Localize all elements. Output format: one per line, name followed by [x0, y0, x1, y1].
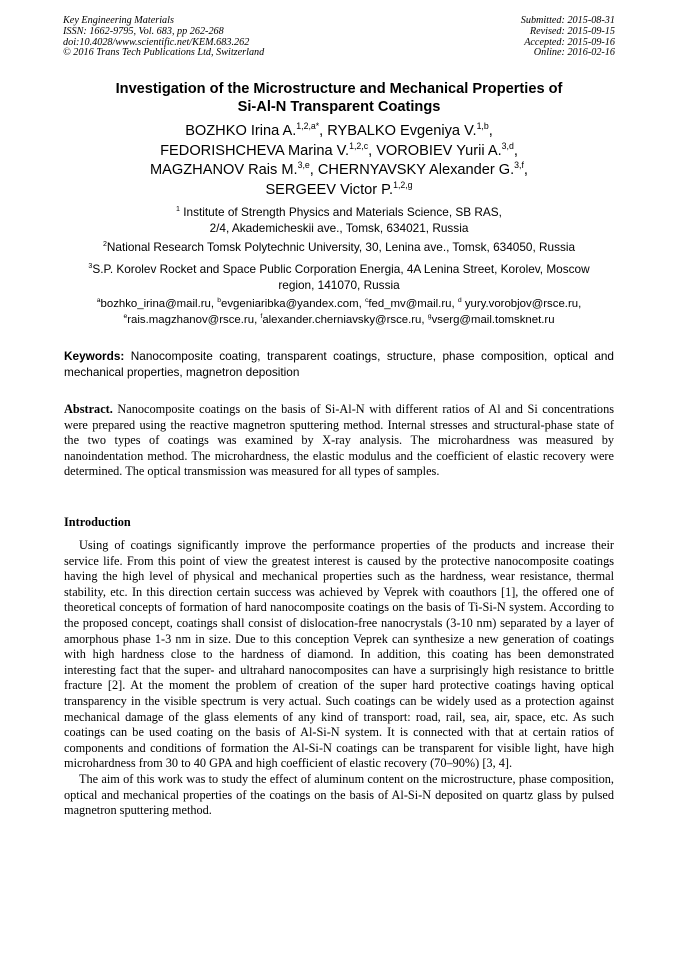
author-name: BOZHKO Irina A. [185, 123, 297, 139]
journal-header-right [521, 16, 615, 59]
email-link[interactable]: vserg@mail.tomsknet.ru [431, 313, 555, 326]
affiliation-line: National Research Tomsk Polytechnic University, 30, Lenina ave., Tomsk, 634050, Russia [106, 240, 576, 254]
author-name: SERGEEV Victor P. [265, 181, 394, 198]
title-line-1: Investigation of the Microstructure and Mechanical Properties of [115, 81, 563, 97]
email-link[interactable]: alexander.cherniavsky@rsce.ru [262, 313, 422, 326]
email-sup: c [364, 297, 369, 305]
email-sup: b [217, 297, 222, 305]
affiliation-line: Institute of Strength Physics and Materials Science, SB RAS, [183, 205, 502, 219]
doi-line[interactable]: doi:10.4028/www.scientific.net/KEM.683.262 [63, 36, 250, 48]
email-list: $^a$bozhko_irina@mail.ru, $^b$evgeniaribka@yandex.com, $^c$fed_mv@mail.ru, $^d$ yury.vorobjov@rsce.ru, $^e$rais.magzhanov@rsce.ru, $^f$alexander.cherniavsky@rsce.ru, $^g$vserg@mail.tomsknet.ru [96, 297, 582, 326]
author-sup: 3,d [501, 140, 514, 151]
author-name: VOROBIEV Yurii A. [376, 142, 502, 159]
keywords-section [64, 349, 614, 380]
affiliation-1 [60, 205, 618, 236]
author-sup: 1,b [476, 121, 489, 132]
affiliation-line: 2/4, Akademicheskii ave., Tomsk, 634021, Russia [209, 220, 469, 235]
email-sup: f [260, 312, 263, 320]
online-date: Online: 2016-02-16 [533, 47, 615, 59]
email-sup: a [96, 297, 101, 305]
author-name: CHERNYAVSKY Alexander G. [317, 162, 515, 178]
email-sup: e [123, 312, 128, 320]
author-sup: 1,2,g [393, 179, 413, 190]
paper-title [60, 80, 618, 116]
paragraph: The aim of this work was to study the effect of aluminum content on the microstructure, phase composition, optical and mechanical properties of the coatings on the basis of Al-Si-N deposited on quartz glass by pulsed magnetron sputtering method. [64, 771, 614, 818]
paragraph: Using of coatings significantly improve the performance properties of the products and increase their service life. From this point of view the greatest interest is caused by the protective nanocomposite coatings having the high level of physical and mechanical properties such as the hardness, wear resistance, thermal stability, etc. In this direction certain success was achieved by Veprek with coauthors [1], the offered one of theoretical concepts of formation of hard nanocomposite coatings on the basis of Ti-Si-N system. According to the proposed concept, coatings shall consist of dislocation-free nanocrystals (3-10 nm) separated by a layer of amorphous phase 1-3 nm in size. Due to this conception Veprek can synthesize a new generation of coatings with high hardness close to the hardness of diamond. In addition, this coating has been demonstrated interesting fact that the super- and ultrahard nanocomposites can have a surprisingly high resistance to brittle fracture [2]. At the moment the problem of creation of the super hard protective coatings having optical transparency in the visible spectrum is very actual. Such coatings can be widely used as a protection against mechanical damage of the glass elements of any kind of transport: road, rail, sea, air, space, etc. As such coatings can be used coating on the basis of Al-Si-N system. It is connected with that at certain ratios of components and conditions of formation the Al-Si-N coatings can be transparent for visible light, have high microhardness from 30 to 40 GPA and high coefficient of elastic recovery (70–90%) [3, 4]. [64, 538, 614, 771]
title-line-2: Si-Al-N Transparent Coatings [237, 99, 441, 115]
author-sup: 1,2,c [349, 140, 369, 151]
email-link[interactable]: yury.vorobjov@rsce.ru [464, 298, 579, 310]
email-link[interactable]: evgeniaribka@yandex.com [221, 298, 359, 310]
affiliation-sup: 3 [88, 262, 93, 271]
journal-name: Key Engineering Materials [63, 15, 174, 26]
introduction-body [64, 538, 614, 819]
email-link[interactable]: fed_mv@mail.ru [368, 298, 452, 310]
author-name: MAGZHANOV Rais M. [150, 162, 298, 178]
author-sup: 3,e [297, 160, 310, 171]
affiliation-line: S.P. Korolev Rocket and Space Public Corporation Energia, 4A Lenina Street, Korolev, Moscow [92, 262, 590, 276]
affiliation-sup: 1 [176, 205, 180, 214]
keywords-text: Nanocomposite coating, transparent coatings, structure, phase composition, optical and mechanical properties, magnetron deposition [64, 349, 614, 379]
revised-date: Revised: 2015-09-15 [529, 25, 615, 37]
email-link[interactable]: rais.magzhanov@rsce.ru [127, 313, 255, 326]
affiliation-2 [60, 240, 618, 256]
author-name: FEDORISHCHEVA Marina V. [160, 142, 350, 159]
author-sup: 3,f [514, 160, 524, 171]
abstract-text: Nanocomposite coatings on the basis of Si-Al-N with different ratios of Al and Si concentrations were prepared using the reactive magnetron sputtering method. Internal stresses and structural-phase state of the two types of coatings was examined by X-ray analysis. The microhardness was measured by nanoindentation method. The microhardness, the elastic modulus and the coefficient of elastic recovery were determined. The optical transmission was measured for all types of samples. [64, 402, 615, 479]
abstract-label: Abstract. [64, 402, 113, 416]
email-sup: d [457, 297, 462, 305]
author-name: RYBALKO Evgeniya V. [327, 123, 477, 139]
abstract-section [64, 402, 614, 480]
submitted-date: Submitted: 2015-08-31 [520, 15, 615, 26]
author-sup: 1,2,a* [296, 121, 320, 132]
journal-header-left [63, 16, 264, 59]
author-list: BOZHKO Irina A.$^{1,2,a*}$, RYBALKO Evgeniya V.$^{1,b}$, FEDORISHCHEVA Marina V.$^{1,2,c}$, VOROBIEV Yurii A.$^{3,d}$, MAGZHANOV Rais M.$^{3,e}$, CHERNYAVSKY Alexander G.$^{3,f}$, SERGEEV Victor P.$^{1,2,g}$ [150, 121, 528, 198]
email-link[interactable]: bozhko_irina@mail.ru [100, 298, 211, 310]
affiliation-sup: 2 [102, 240, 107, 249]
email-sup: g [427, 312, 432, 320]
keywords-label: Keywords: [64, 349, 125, 363]
affiliation-line: region, 141070, Russia [278, 277, 400, 292]
introduction-heading: Introduction [64, 515, 131, 529]
affiliation-3 [60, 262, 618, 293]
issn-line: ISSN: 1662-9795, Vol. 683, pp 262-268 [63, 25, 224, 37]
copyright-line: © 2016 Trans Tech Publications Ltd, Switzerland [63, 47, 265, 59]
accepted-date: Accepted: 2015-09-16 [524, 36, 615, 48]
